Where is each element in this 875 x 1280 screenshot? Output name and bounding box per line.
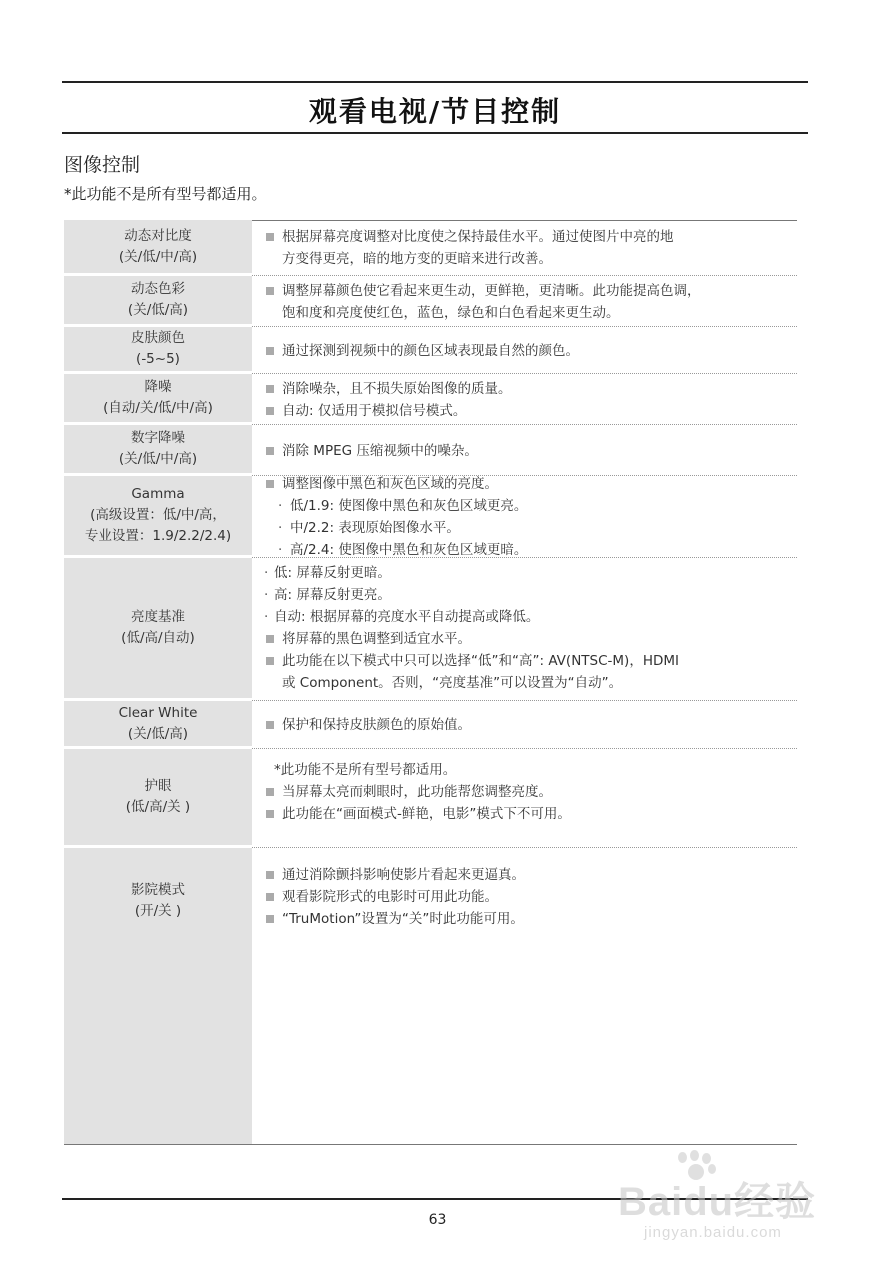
section-note: *此功能不是所有型号都适用。 bbox=[64, 185, 267, 203]
setting-label-line: (-5~5) bbox=[136, 351, 180, 367]
table-row bbox=[64, 425, 797, 476]
baidu-watermark bbox=[618, 1148, 858, 1248]
section-heading: 图像控制 bbox=[64, 154, 141, 176]
bullet-line: 观看影院形式的电影时可用此功能。 bbox=[262, 886, 797, 908]
setting-label-line: 专业设置：1.9/2.2/2.4) bbox=[84, 528, 232, 544]
top-rule-lower bbox=[62, 132, 808, 134]
setting-description bbox=[262, 327, 797, 374]
setting-label-line: Clear White bbox=[118, 704, 198, 721]
description-line: *此功能不是所有型号都适用。 bbox=[274, 762, 457, 778]
setting-label-line: Gamma bbox=[131, 486, 185, 502]
description-line: · 高/2.4: 使图像中黑色和灰色区域更暗。 bbox=[262, 539, 797, 561]
bullet-line: 此功能在“画面模式-鲜艳，电影”模式下不可用。 bbox=[262, 803, 797, 825]
description-line: · 自动: 根据屏幕的亮度水平自动提高或降低。 bbox=[262, 606, 797, 628]
description-line: · 中/2.2: 表现原始图像水平。 bbox=[262, 517, 797, 539]
bullet-line: 消除噪杂，且不损失原始图像的质量。 bbox=[262, 378, 797, 400]
setting-label bbox=[64, 749, 252, 845]
setting-label bbox=[64, 701, 252, 746]
bullet-line: 调整屏幕颜色使它看起来更生动，更鲜艳，更清晰。此功能提高色调， bbox=[262, 280, 797, 302]
setting-label-line: 数字降噪 bbox=[131, 430, 185, 446]
setting-description bbox=[262, 749, 797, 848]
table-row bbox=[64, 749, 797, 848]
setting-label bbox=[64, 374, 252, 422]
setting-label bbox=[64, 276, 252, 324]
setting-label bbox=[64, 327, 252, 371]
setting-label-line: 动态色彩 bbox=[131, 281, 185, 297]
table-row bbox=[64, 220, 797, 276]
setting-label bbox=[64, 425, 252, 473]
setting-description bbox=[262, 701, 797, 749]
setting-label-line: (低/高/自动) bbox=[121, 630, 195, 646]
table-row bbox=[64, 476, 797, 558]
bullet-line: 将屏幕的黑色调整到适宜水平。 bbox=[262, 628, 797, 650]
description-line: · 低: 屏幕反射更暗。 bbox=[262, 562, 797, 584]
setting-description bbox=[262, 848, 797, 1144]
bullet-line: 调整图像中黑色和灰色区域的亮度。 bbox=[262, 473, 797, 495]
setting-description bbox=[262, 558, 797, 701]
table-row bbox=[64, 558, 797, 701]
setting-description bbox=[262, 476, 797, 558]
setting-label bbox=[64, 220, 252, 273]
table-bottom-border bbox=[64, 1144, 797, 1145]
table-row bbox=[64, 374, 797, 425]
setting-label-line: (自动/关/低/中/高) bbox=[103, 400, 213, 416]
bullet-line: 通过消除颤抖影响使影片看起来更逼真。 bbox=[262, 864, 797, 886]
setting-label-line: 亮度基准 bbox=[131, 609, 185, 625]
table-row bbox=[64, 327, 797, 374]
setting-label-line: (高级设置：低/中/高， bbox=[90, 507, 226, 523]
setting-description bbox=[262, 374, 797, 425]
description-line: 方变得更亮，暗的地方变的更暗来进行改善。 bbox=[282, 251, 552, 267]
bullet-line: 当屏幕太亮而刺眼时，此功能帮您调整亮度。 bbox=[262, 781, 797, 803]
top-rule-upper bbox=[62, 81, 808, 83]
setting-label-line: (关/低/高) bbox=[127, 725, 189, 742]
bullet-line: 此功能在以下模式中只可以选择“低”和“高”: AV(NTSC-M)，HDMI bbox=[262, 650, 797, 672]
setting-label bbox=[64, 476, 252, 555]
setting-label-line: 皮肤颜色 bbox=[131, 330, 185, 346]
description-line: 饱和度和亮度使红色，蓝色，绿色和白色看起来更生动。 bbox=[282, 304, 620, 321]
bullet-line: 根据屏幕亮度调整对比度使之保持最佳水平。通过使图片中亮的地 bbox=[262, 226, 797, 248]
setting-description bbox=[262, 276, 797, 327]
table-row bbox=[64, 848, 797, 1144]
setting-label bbox=[64, 848, 252, 1144]
setting-label-line: (开/关 ) bbox=[134, 903, 182, 919]
setting-label bbox=[64, 558, 252, 698]
description-line: 或 Component。否则，“亮度基准”可以设置为“自动”。 bbox=[282, 675, 623, 691]
watermark-url-text: jingyan.baidu.com bbox=[644, 1224, 782, 1241]
setting-description bbox=[262, 425, 797, 476]
setting-label-line: (关/低/高) bbox=[127, 302, 189, 318]
description-line: · 高: 屏幕反射更亮。 bbox=[262, 584, 797, 606]
watermark-logo-text: Baidu经验 bbox=[618, 1180, 817, 1224]
settings-table bbox=[64, 220, 797, 1145]
setting-label-line: 护眼 bbox=[144, 778, 172, 794]
setting-label-line: (关/低/中/高) bbox=[118, 248, 198, 265]
setting-label-line: (关/低/中/高) bbox=[118, 451, 198, 467]
setting-label-line: 影院模式 bbox=[131, 882, 185, 898]
bullet-line: 自动: 仅适用于模拟信号模式。 bbox=[262, 400, 797, 422]
page-number: 63 bbox=[428, 1212, 447, 1228]
bullet-line: 通过探测到视频中的颜色区域表现最自然的颜色。 bbox=[262, 340, 797, 362]
description-line: · 低/1.9: 使图像中黑色和灰色区域更亮。 bbox=[262, 495, 797, 517]
bullet-line: 保护和保持皮肤颜色的原始值。 bbox=[262, 714, 797, 736]
bullet-line: “TruMotion”设置为“关”时此功能可用。 bbox=[262, 908, 797, 930]
table-row bbox=[64, 276, 797, 327]
setting-label-line: 动态对比度 bbox=[124, 227, 192, 244]
table-row bbox=[64, 701, 797, 749]
setting-label-line: (低/高/关 ) bbox=[125, 799, 191, 815]
bullet-line: 消除 MPEG 压缩视频中的噪杂。 bbox=[262, 440, 797, 462]
setting-description bbox=[262, 220, 797, 276]
setting-label-line: 降噪 bbox=[144, 379, 172, 395]
page-title: 观看电视/节目控制 bbox=[308, 95, 562, 128]
